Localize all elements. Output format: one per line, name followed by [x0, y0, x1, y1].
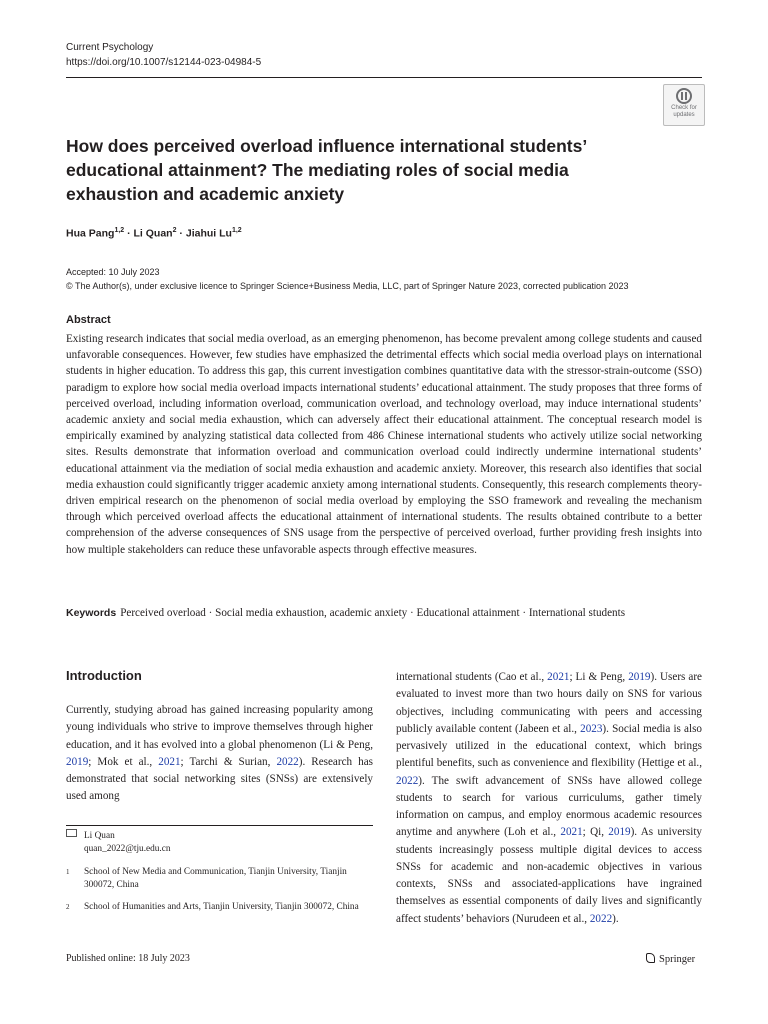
body-text: ). Research has demonstrated that social networking sites (SNSs) are extensively used among [66, 755, 373, 803]
check-for-updates-icon [676, 88, 692, 104]
body-text: international students (Cao et al., [396, 671, 548, 683]
article-dates [66, 265, 629, 293]
author-name[interactable]: Jiahui Lu [185, 227, 232, 240]
citation-link[interactable]: 2022 [396, 774, 419, 787]
body-text: ; Qi, [582, 826, 609, 839]
springer-horse-icon [646, 953, 655, 963]
copyright-notice: © The Author(s), under exclusive licence to Springer Science+Business Media, LLC, part of Springer Nature 2023, corrected publication 2023 [66, 281, 629, 291]
check-for-updates-badge[interactable] [663, 84, 705, 126]
citation-link[interactable]: 2022 [276, 755, 299, 768]
affiliation-number: 2 [66, 903, 70, 911]
journal-header [66, 40, 261, 70]
author-list [66, 227, 242, 240]
corresponding-author [66, 830, 373, 856]
citation-link[interactable]: 2019 [608, 826, 631, 839]
citation-link[interactable]: 2021 [158, 755, 181, 768]
citation-link[interactable]: 2019 [66, 755, 89, 768]
author-affiliation: 1,2 [114, 227, 125, 234]
doi-link[interactable]: https://doi.org/10.1007/s12144-023-04984-5 [66, 57, 262, 68]
affiliation-number: 1 [66, 868, 70, 876]
footnote-rule [66, 825, 373, 826]
abstract-text: Existing research indicates that social media overload, as an emerging phenomenon, has become prevalent among college students and caused unfavorable consequences. However, few studies have emphasized the detrimental effects which social media overload plays on international students in higher education. To address this gap, this current investigation combines quantitative data with the stressor-strain-outcome (SSO) paradigm to explore how social media overload impacts international students’ educational attainment. The study proposes that three forms of perceived overload, including information overload, communication overload, and technology overload, may induce international students’ academic anxiety and social media exhaustion, which can adversely affect their educational attainment. The conceptual research model is empirically examined by analyzing statistical data collected from 486 Chinese international students who actively utilize social networking sites. Results demonstrate that information overload and communication overload could indirectly undermine international students’ educational attainment via the mediation of social media exhaustion and academic anxiety. Moreover, this research also identifies that social media exhaustion could significantly trigger academic anxiety among international students. Consequently, this research complements theory-driven empirical research on the phenomenon of social media overload by employing the SSO framework and revealing the mechanism through which perceived overload affects the educational attainment of international students. The results obtained contribute to a better comprehension of the adverse consequences of SNS usage from the perspective of perceived overload, further providing fresh insights into how multiple stakeholders can reduce these unfavorable aspects through effective measures. [66, 333, 702, 556]
publisher-logo[interactable] [646, 952, 695, 965]
citation-link[interactable]: 2023 [580, 722, 603, 735]
author-separator: · [176, 227, 186, 240]
keywords-text: Perceived overload · Social media exhaustion, academic anxiety · Educational attainment · International students [120, 607, 626, 619]
body-text: ; Mok et al., [88, 755, 159, 768]
author-separator: · [124, 227, 134, 240]
body-text: ). [612, 912, 619, 925]
badge-line-1: Check for [671, 105, 697, 111]
affiliation-text: School of Humanities and Arts, Tianjin University, Tianjin 300072, China [84, 902, 359, 912]
introduction-right-column [396, 669, 702, 928]
citation-link[interactable]: 2022 [589, 912, 613, 925]
article-title: How does perceived overload influence international students’ educational attainment? The mediating roles of social media exhaustion and academic anxiety [66, 136, 587, 204]
accepted-date: Accepted: 10 July 2023 [66, 267, 160, 277]
affiliation-2 [66, 901, 373, 914]
citation-link[interactable]: 2021 [560, 826, 583, 839]
author-name[interactable]: Hua Pang [66, 227, 115, 240]
body-text: ). Social media is also pervasively utilized in the educational context, which brings plentiful benefits, such as convenience and flexibility (Hettige et al., [396, 722, 702, 770]
journal-name: Current Psychology [66, 42, 154, 53]
body-text: ). As university students increasingly possess multiple digital devices to access SNSs for academic and non-academic objectives in various contexts, SNSs and associated-applications have ingrained themselves as essential components of daily lives and significantly affect students’ behaviors (Nurudeen et al., [396, 826, 702, 925]
keywords-heading: Keywords [66, 607, 117, 619]
abstract-heading: Abstract [66, 314, 111, 326]
contact-email[interactable]: quan_2022@tju.edu.cn [84, 844, 171, 854]
citation-link[interactable]: 2019 [628, 671, 651, 683]
author-affiliation: 2 [172, 227, 177, 234]
introduction-left-column [66, 702, 373, 806]
affiliation-text: School of New Media and Communication, Tianjin University, Tianjin 300072, China [84, 867, 347, 890]
citation-link[interactable]: 2021 [547, 671, 570, 683]
badge-line-2: updates [673, 112, 695, 118]
body-text: ). The swift advancement of SNSs have allowed college students to search for various curriculums, gather timely information on campus, and employ enormous academic resources anytime and anywhere (Loh et al., [396, 774, 702, 839]
author-name[interactable]: Li Quan [133, 227, 173, 240]
body-text: Currently, studying abroad has gained increasing popularity among young individuals who strive to improve themselves through higher education, and it has evolved into a global phenomenon (Li & Peng, [66, 704, 373, 751]
envelope-icon [66, 829, 77, 837]
contact-name: Li Quan [84, 831, 115, 841]
publisher-name: Springer [659, 954, 696, 965]
keywords [66, 605, 702, 621]
body-text: ; Li & Peng, [569, 671, 629, 683]
published-online: Published online: 18 July 2023 [66, 953, 190, 964]
body-text: ). Users are evaluated to invest more than two hours daily on SNS for various objectives, including communicating with peers and accessing publicly available content (Jabeen et al., [396, 671, 702, 735]
header-rule [66, 77, 702, 78]
author-affiliation: 1,2 [231, 227, 242, 234]
introduction-heading: Introduction [66, 668, 142, 683]
body-text: ; Tarchi & Surian, [180, 755, 277, 768]
affiliation-1 [66, 866, 373, 892]
